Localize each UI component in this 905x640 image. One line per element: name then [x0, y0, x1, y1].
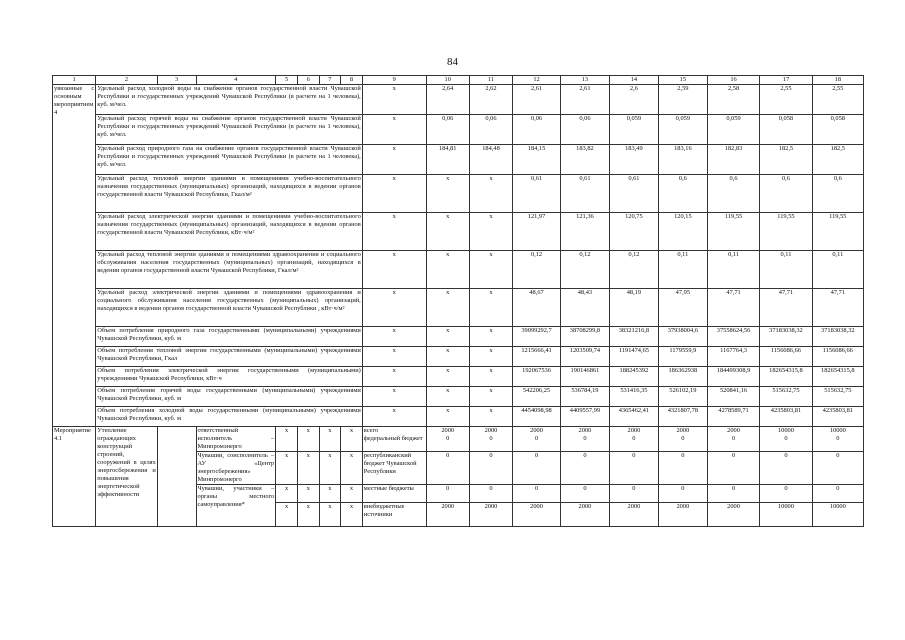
- funding-value: 0: [446, 485, 450, 492]
- indicator-value: 186362938: [658, 367, 707, 387]
- funding-value: 0: [446, 435, 450, 442]
- funding-value: 0: [632, 435, 636, 442]
- funding-value: 0: [836, 435, 840, 442]
- indicator-col9: х: [362, 367, 426, 387]
- funding-value: 0: [731, 485, 736, 492]
- indicator-value: 192067536: [513, 367, 561, 387]
- indicator-value: 0,059: [707, 115, 759, 145]
- funding-value: 0: [632, 485, 636, 492]
- indicator-value: х: [469, 251, 512, 289]
- indicator-value: 2,61: [560, 85, 609, 115]
- funding-value-cell: [658, 452, 707, 485]
- funding-value: 2000: [441, 503, 455, 510]
- indicator-value: 190146861: [560, 367, 609, 387]
- funding-value-cell: [760, 503, 812, 527]
- indicator-value: 47,71: [707, 289, 759, 327]
- indicator-value: 4235803,81: [760, 407, 812, 427]
- indicator-value: 515632,75: [760, 387, 812, 407]
- funding-value: 2000: [676, 427, 690, 434]
- goal-label: увязанные с основным мероприятием 4: [53, 85, 96, 427]
- funding-value: 0: [681, 452, 685, 459]
- indicator-value: х: [426, 347, 469, 367]
- indicator-value: х: [469, 213, 512, 251]
- indicator-value: 2,58: [707, 85, 759, 115]
- indicator-col9: х: [362, 213, 426, 251]
- indicator-value: 188245392: [609, 367, 658, 387]
- funding-value-cell: [812, 427, 863, 452]
- indicator-value: 184,48: [469, 145, 512, 175]
- indicator-row: [53, 85, 864, 115]
- indicator-value: 0,06: [426, 115, 469, 145]
- funding-value: 10000: [777, 427, 794, 434]
- indicator-description: Удельный расход электрической энергии зданиями и помещениями учебно-воспитательного назначения государственных (муниципальных) организаций, находящихся в ведении органов государственной власти Чувашской Республики, кВт·ч/м²: [96, 213, 363, 251]
- indicator-value: 2,55: [812, 85, 863, 115]
- indicator-value: 1156086,66: [812, 347, 863, 367]
- executor-cell: Чувашии, участники – органы местного самоуправления*: [196, 485, 276, 527]
- funding-value-cell: [469, 485, 512, 503]
- indicator-value: 4278589,71: [707, 407, 759, 427]
- indicator-value: 2,64: [426, 85, 469, 115]
- indicator-value: х: [469, 367, 512, 387]
- executor-cell: ответственный исполнитель – Минпромэнерго: [197, 427, 275, 450]
- indicator-value: 38321216,8: [609, 327, 658, 347]
- indicator-value: 0,12: [513, 251, 561, 289]
- funding-value-cell: [609, 503, 658, 527]
- funding-source-name: внебюджетные источники: [363, 503, 405, 518]
- funding-value: 2000: [627, 427, 641, 434]
- funding-value-cell: [513, 503, 561, 527]
- header-cell: 7: [319, 76, 341, 85]
- indicator-value: 37183038,32: [812, 327, 863, 347]
- funding-value: 0: [583, 435, 587, 442]
- mark-cell: х: [341, 452, 363, 485]
- funding-value-cell: [469, 452, 512, 485]
- indicator-value: 121,97: [513, 213, 561, 251]
- header-cell: 14: [609, 76, 658, 85]
- header-cell: 15: [658, 76, 707, 85]
- funding-value: 0: [681, 485, 685, 492]
- indicator-row: [53, 213, 864, 251]
- funding-value: 2000: [484, 503, 498, 510]
- funding-value: 0: [534, 485, 539, 492]
- funding-value: 0: [489, 452, 493, 459]
- funding-value: 2000: [484, 427, 498, 434]
- indicator-col9: х: [362, 175, 426, 213]
- header-cell: 16: [707, 76, 759, 85]
- indicator-value: х: [469, 175, 512, 213]
- indicator-col9: х: [362, 407, 426, 427]
- indicator-value: 183,82: [560, 145, 609, 175]
- funding-value: 0: [836, 452, 840, 459]
- indicator-value: х: [426, 407, 469, 427]
- mark-cell: х: [276, 485, 298, 503]
- funding-value-cell: [469, 503, 512, 527]
- funding-value: 10000: [777, 503, 794, 510]
- mark-cell: х: [276, 503, 298, 527]
- indicator-value: 47,71: [760, 289, 812, 327]
- indicator-value: 37938004,6: [658, 327, 707, 347]
- indicator-value: 0,6: [658, 175, 707, 213]
- mark-cell: х: [319, 427, 341, 452]
- mark-cell: х: [319, 503, 341, 527]
- indicator-col9: х: [362, 85, 426, 115]
- indicator-value: х: [426, 213, 469, 251]
- indicator-value: 47,95: [658, 289, 707, 327]
- indicator-description: Объем потребления тепловой энергии государственными (муниципальными) учреждениями Чувашской Республики, Гкал: [96, 347, 363, 367]
- funding-value: 10000: [829, 427, 846, 434]
- funding-value-cell: [560, 427, 609, 452]
- indicator-value: 0,11: [658, 251, 707, 289]
- indicator-value: 119,55: [812, 213, 863, 251]
- funding-value: 0: [534, 452, 539, 459]
- indicator-col9: х: [362, 115, 426, 145]
- funding-value-cell: [812, 485, 863, 503]
- header-cell: 8: [341, 76, 363, 85]
- funding-value-cell: [560, 503, 609, 527]
- indicator-value: 182,83: [707, 145, 759, 175]
- indicator-description: Объем потребления природного газа государственными (муниципальными) учреждениями Чувашской Республики, куб. м: [96, 327, 363, 347]
- indicator-value: 0,12: [609, 251, 658, 289]
- funding-value-cell: [560, 485, 609, 503]
- funding-value: 0: [583, 485, 587, 492]
- indicator-row: [53, 145, 864, 175]
- indicator-description: Удельный расход горячей воды на снабжение органов государственной власти Чувашской Республики и государственных учреждений Чувашской Республики (в расчете на 1 человека), куб. м/чел.: [96, 115, 363, 145]
- funding-source-name: федеральный бюджет: [363, 435, 423, 442]
- header-cell: 11: [469, 76, 512, 85]
- indicator-description: Удельный расход холодной воды на снабжение органов государственной власти Чувашской Республики и государственных учреждений Чувашской Республики (в расчете на 1 человека), куб. м/чел.: [96, 85, 363, 115]
- indicator-col9: х: [362, 251, 426, 289]
- funding-source: [362, 503, 426, 527]
- indicator-value: 0,06: [560, 115, 609, 145]
- indicator-value: 1179559,9: [658, 347, 707, 367]
- funding-source: [362, 427, 426, 452]
- program-table: [52, 75, 864, 527]
- indicator-value: 4454098,98: [513, 407, 561, 427]
- indicator-value: х: [469, 407, 512, 427]
- indicator-value: 1191474,65: [609, 347, 658, 367]
- header-cell: 5: [276, 76, 298, 85]
- indicator-value: 0,11: [760, 251, 812, 289]
- indicator-row: [53, 327, 864, 347]
- indicator-row: [53, 387, 864, 407]
- indicator-col9: х: [362, 347, 426, 367]
- indicator-value: 4235803,81: [812, 407, 863, 427]
- header-cell: 6: [297, 76, 319, 85]
- indicator-description: Удельный расход природного газа на снабжение органов государственной власти Чувашской Республики и государственных учреждений Чувашской Республики (в расчете на 1 человека), куб. м/чел.: [96, 145, 363, 175]
- indicator-value: 1156086,66: [760, 347, 812, 367]
- indicator-value: х: [469, 387, 512, 407]
- header-cell: 9: [362, 76, 426, 85]
- indicator-value: 184,81: [426, 145, 469, 175]
- header-cell: 18: [812, 76, 863, 85]
- indicator-value: 120,75: [609, 213, 658, 251]
- indicator-row: [53, 347, 864, 367]
- indicator-value: 0,059: [609, 115, 658, 145]
- indicator-value: 536784,19: [560, 387, 609, 407]
- funding-value: 0: [784, 485, 788, 492]
- indicator-value: 0,11: [707, 251, 759, 289]
- indicator-description: Удельный расход тепловой энергии зданиями и помещениями здравоохранения и социального обслуживания населения государственных (муниципальных) организаций, находящихся в ведении органов государственной власти Чувашской Республики, Гкал/м²: [96, 251, 363, 289]
- indicator-value: 0,6: [760, 175, 812, 213]
- indicator-value: 182654315,8: [812, 367, 863, 387]
- indicator-row: [53, 175, 864, 213]
- header-row: [53, 76, 864, 85]
- indicator-value: 48,43: [560, 289, 609, 327]
- header-cell: 17: [760, 76, 812, 85]
- indicator-value: 2,6: [609, 85, 658, 115]
- indicator-value: 119,55: [707, 213, 759, 251]
- funding-value: 0: [583, 452, 587, 459]
- measure-label: Мероприятие 4.1: [53, 427, 96, 527]
- funding-value: 2000: [727, 503, 740, 510]
- funding-value-cell: [513, 427, 561, 452]
- funding-source-name: республиканский бюджет Чувашской Республики: [363, 452, 417, 475]
- indicator-value: 121,36: [560, 213, 609, 251]
- mark-cell: х: [319, 485, 341, 503]
- indicator-value: 39099292,7: [513, 327, 561, 347]
- funding-value: 2000: [727, 427, 740, 434]
- indicator-description: Удельный расход тепловой энергии зданиями и помещениями учебно-воспитательного назначения государственных (муниципальных) организаций, находящихся в ведении органов государственной власти Чувашской Республики, Гкал/м²: [96, 175, 363, 213]
- indicator-value: 182654315,8: [760, 367, 812, 387]
- indicator-value: х: [426, 387, 469, 407]
- funding-value: 0: [446, 452, 450, 459]
- indicator-value: 2,62: [469, 85, 512, 115]
- funding-value: 0: [731, 435, 736, 442]
- indicator-value: 0,6: [707, 175, 759, 213]
- funding-value: 2000: [676, 503, 690, 510]
- funding-value-cell: [760, 485, 812, 503]
- funding-value-cell: [707, 485, 759, 503]
- indicator-value: 0,06: [469, 115, 512, 145]
- funding-value-cell: [707, 427, 759, 452]
- indicator-value: 2,61: [513, 85, 561, 115]
- funding-value: 0: [489, 485, 493, 492]
- indicator-col9: х: [362, 289, 426, 327]
- mark-cell: х: [297, 452, 319, 485]
- measure-name: Утепление ограждающих конструкций строений, сооружений в целях энергосбережения и повышения энергетической эффективности: [96, 427, 158, 527]
- indicator-value: 119,55: [760, 213, 812, 251]
- indicator-description: Объем потребления горячей воды государственными (муниципальными) учреждениями Чувашской Республики, куб. м: [96, 387, 363, 407]
- funding-value-cell: [426, 452, 469, 485]
- mark-cell: х: [297, 485, 319, 503]
- funding-value: 0: [836, 485, 840, 492]
- header-cell: 12: [513, 76, 561, 85]
- funding-value-cell: [658, 427, 707, 452]
- indicator-value: х: [469, 347, 512, 367]
- indicator-value: 183,16: [658, 145, 707, 175]
- header-cell: 1: [53, 76, 96, 85]
- funding-value-cell: [707, 452, 759, 485]
- executor-cell: Чувашии, соисполнитель – АУ «Центр энергосбережения» Минпромэнерго: [197, 452, 275, 483]
- indicator-value: 0,61: [609, 175, 658, 213]
- funding-source: [362, 452, 426, 485]
- indicator-value: 0,61: [513, 175, 561, 213]
- indicator-value: 0,11: [812, 251, 863, 289]
- measure-row: [53, 427, 864, 452]
- indicator-row: [53, 407, 864, 427]
- indicator-value: 0,12: [560, 251, 609, 289]
- funding-value-cell: [469, 427, 512, 452]
- funding-value: 0: [784, 435, 788, 442]
- indicator-row: [53, 289, 864, 327]
- funding-value: 2000: [441, 427, 455, 434]
- funding-value-cell: [426, 503, 469, 527]
- indicator-value: 184,15: [513, 145, 561, 175]
- indicator-value: 1167764,3: [707, 347, 759, 367]
- mark-cell: х: [341, 485, 363, 503]
- indicator-value: 4365462,41: [609, 407, 658, 427]
- funding-value-cell: [707, 503, 759, 527]
- indicator-col9: х: [362, 327, 426, 347]
- indicator-value: 2,59: [658, 85, 707, 115]
- indicator-value: 4321807,78: [658, 407, 707, 427]
- indicator-value: 184499308,9: [707, 367, 759, 387]
- funding-value: 2000: [578, 427, 592, 434]
- funding-value-cell: [760, 427, 812, 452]
- funding-value: 2000: [578, 503, 592, 510]
- funding-value: 10000: [829, 503, 846, 510]
- indicator-value: х: [426, 289, 469, 327]
- funding-value-cell: [513, 485, 561, 503]
- indicator-value: 48,67: [513, 289, 561, 327]
- indicator-value: 1203509,74: [560, 347, 609, 367]
- indicator-value: 0,059: [658, 115, 707, 145]
- mark-cell: х: [297, 503, 319, 527]
- indicator-value: 120,15: [658, 213, 707, 251]
- indicator-value: х: [469, 327, 512, 347]
- indicator-value: 48,19: [609, 289, 658, 327]
- funding-source: [362, 485, 426, 503]
- empty-cell: [157, 427, 196, 527]
- funding-value: 0: [632, 452, 636, 459]
- indicator-col9: х: [362, 387, 426, 407]
- indicator-value: 37558624,56: [707, 327, 759, 347]
- indicator-row: [53, 251, 864, 289]
- indicator-value: 2,55: [760, 85, 812, 115]
- header-cell: 2: [96, 76, 158, 85]
- indicator-value: 0,058: [812, 115, 863, 145]
- indicator-value: 520841,16: [707, 387, 759, 407]
- funding-value-cell: [760, 452, 812, 485]
- indicator-description: Объем потребления холодной воды государственными (муниципальными) учреждениями Чувашской Республики, куб. м: [96, 407, 363, 427]
- mark-cell: х: [297, 427, 319, 452]
- funding-value-cell: [609, 485, 658, 503]
- indicator-value: 526102,19: [658, 387, 707, 407]
- funding-value: 0: [489, 435, 493, 442]
- funding-value-cell: [812, 503, 863, 527]
- funding-value: 0: [784, 452, 788, 459]
- indicator-col9: х: [362, 145, 426, 175]
- indicator-row: [53, 367, 864, 387]
- indicator-value: 0,06: [513, 115, 561, 145]
- header-cell: 10: [426, 76, 469, 85]
- funding-value-cell: [426, 427, 469, 452]
- indicator-value: 0,6: [812, 175, 863, 213]
- header-cell: 4: [196, 76, 276, 85]
- indicator-value: 531416,35: [609, 387, 658, 407]
- header-cell: 13: [560, 76, 609, 85]
- indicator-value: 183,49: [609, 145, 658, 175]
- funding-value-cell: [426, 485, 469, 503]
- funding-value-cell: [658, 485, 707, 503]
- funding-value: 0: [681, 435, 685, 442]
- indicator-value: 38708299,8: [560, 327, 609, 347]
- mark-cell: х: [276, 427, 298, 452]
- funding-value-cell: [812, 452, 863, 485]
- indicator-value: 182,5: [760, 145, 812, 175]
- indicator-value: х: [469, 289, 512, 327]
- indicator-value: 47,71: [812, 289, 863, 327]
- funding-value-cell: [658, 503, 707, 527]
- indicator-description: Удельный расход электрической энергии зданиями и помещениями здравоохранения и социального обслуживания населения государственных (муниципальных) организаций, находящихся в ведении органов государственной власти Чувашской Республики , кВт·ч/м²: [96, 289, 363, 327]
- mark-cell: х: [341, 427, 363, 452]
- indicator-description: Объем потребления электрической энергии государственными (муниципальными) учреждениями Чувашской Республики, кВт·ч: [96, 367, 363, 387]
- indicator-row: [53, 115, 864, 145]
- indicator-value: х: [426, 367, 469, 387]
- indicator-value: 1215666,41: [513, 347, 561, 367]
- indicator-value: 0,058: [760, 115, 812, 145]
- indicator-value: 542206,25: [513, 387, 561, 407]
- indicator-value: х: [426, 175, 469, 213]
- mark-cell: х: [319, 452, 341, 485]
- indicator-value: х: [426, 251, 469, 289]
- indicator-value: 182,5: [812, 145, 863, 175]
- indicator-value: 4409557,99: [560, 407, 609, 427]
- funding-source-name: всего: [363, 427, 379, 434]
- funding-value: 2000: [627, 503, 641, 510]
- indicator-value: 0,61: [560, 175, 609, 213]
- funding-value: 0: [534, 435, 539, 442]
- funding-value-cell: [560, 452, 609, 485]
- indicator-value: х: [426, 327, 469, 347]
- funding-value-cell: [513, 452, 561, 485]
- indicator-value: 37183038,32: [760, 327, 812, 347]
- funding-value: 2000: [530, 427, 543, 434]
- indicator-value: 515632,75: [812, 387, 863, 407]
- funding-value: 0: [731, 452, 736, 459]
- mark-cell: х: [276, 452, 298, 485]
- funding-value-cell: [609, 452, 658, 485]
- header-cell: 3: [157, 76, 196, 85]
- mark-cell: х: [341, 503, 363, 527]
- funding-value-cell: [609, 427, 658, 452]
- page-number: 84: [447, 56, 458, 68]
- funding-source-name: местные бюджеты: [363, 485, 414, 492]
- funding-value: 2000: [530, 503, 543, 510]
